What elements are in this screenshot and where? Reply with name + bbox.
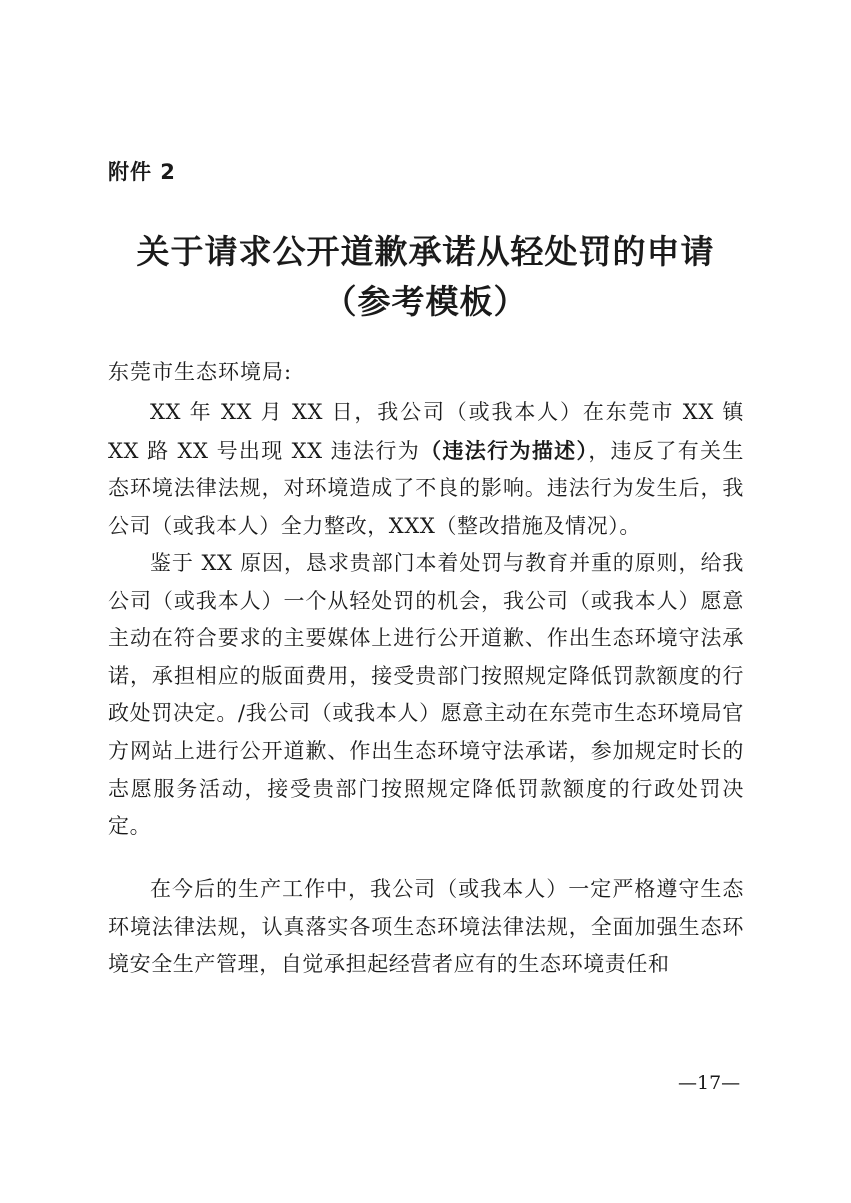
paragraph-request: 鉴于 XX 原因，恳求贵部门本着处罚与教育并重的原则，给我公司（或我本人）一个从轻处罚的机会，我公司（或我本人）愿意主动在符合要求的主要媒体上进行公开道歉、作出生态环境守法承诺，承担相应的版面费用，接受贵部门按照规定降低罚款额度的行政处罚决定。/我公司（或我本人）愿意主动在东莞市生态环境局官方网站上进行公开道歉、作出生态环境守法承诺，参加规定时长的志愿服务活动，接受贵部门按照规定降低罚款额度的行政处罚决定。 <box>108 551 744 839</box>
document-title: 关于请求公开道歉承诺从轻处罚的申请 <box>136 232 715 271</box>
document-subtitle: （参考模板） <box>323 282 528 321</box>
paragraph-violation <box>108 394 744 545</box>
paragraph-commitment: 在今后的生产工作中，我公司（或我本人）一定严格遵守生态环境法律法规，认真落实各项生态环境法律法规，全面加强生态环境安全生产管理，自觉承担起经营者应有的生态环境责任和 <box>108 877 744 977</box>
paragraph-violation-text-2: ，违反了有关生态环境法律法规，对环境造成了不良的影响。违法行为发生后，我公司（或我本人）全力整改，XXX（整改措施及情况）。 <box>108 438 744 538</box>
page-number: —17— <box>678 1072 741 1094</box>
paragraph-violation-text-1: XX 年 XX 月 XX 日，我公司（或我本人）在东莞市 XX 镇 XX 路 XX 号出现 XX 违法行为 <box>108 400 744 463</box>
salutation: 东莞市生态环境局: <box>108 360 293 384</box>
attachment-label: 附件 2 <box>108 160 176 184</box>
violation-description-placeholder: （违法行为描述） <box>420 437 589 463</box>
